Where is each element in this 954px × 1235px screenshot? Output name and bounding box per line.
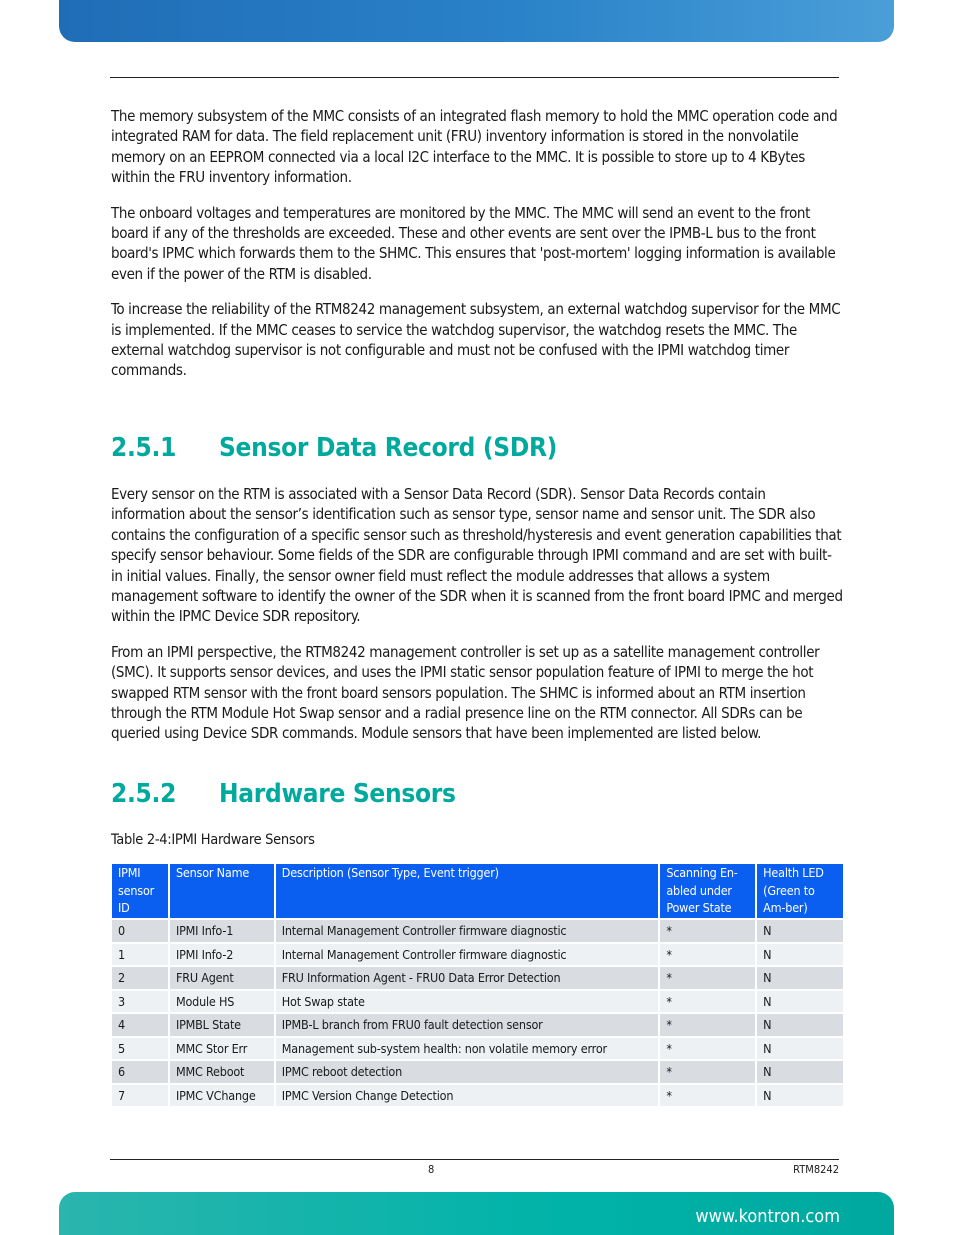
section-heading-sdr xyxy=(111,433,557,463)
cell-scanning: * xyxy=(660,1061,755,1083)
sdr-paragraphs xyxy=(111,484,843,744)
cell-scanning: * xyxy=(660,991,755,1013)
cell-health-led: N xyxy=(757,944,843,966)
cell-sensor-id: 3 xyxy=(112,991,168,1013)
table-row xyxy=(112,1061,843,1083)
cell-description: Management sub-system health: non volatile memory error xyxy=(276,1038,659,1060)
cell-sensor-name: MMC Stor Err xyxy=(170,1038,274,1060)
cell-scanning: * xyxy=(660,1014,755,1036)
cell-sensor-id: 7 xyxy=(112,1085,168,1107)
header-health-led: Health LED (Green to Am-ber) xyxy=(757,864,843,918)
cell-description: Internal Management Controller firmware diagnostic xyxy=(276,920,659,942)
page-number: 8 xyxy=(428,1163,435,1176)
cell-description: IPMC reboot detection xyxy=(276,1061,659,1083)
table-row xyxy=(112,1085,843,1107)
cell-scanning: * xyxy=(660,944,755,966)
cell-health-led: N xyxy=(757,991,843,1013)
cell-scanning: * xyxy=(660,920,755,942)
website-link[interactable]: www.kontron.com xyxy=(695,1206,840,1227)
table-header-row xyxy=(112,864,843,918)
paragraph-monitoring: The onboard voltages and temperatures are monitored by the MMC. The MMC will send an event to the front board if any of the thresholds are exceeded. These and other events are sent over the IPMB-L bus to the front board's IPMC which forwards them to the SHMC. This ensures that 'post-mortem' logging information is available even if the power of the RTM is disabled. xyxy=(111,203,836,283)
document-name: RTM8242 xyxy=(793,1163,839,1176)
table-row xyxy=(112,1038,843,1060)
cell-sensor-name: IPMBL State xyxy=(170,1014,274,1036)
cell-description: Internal Management Controller firmware diagnostic xyxy=(276,944,659,966)
header-description: Description (Sensor Type, Event trigger) xyxy=(276,864,659,918)
cell-scanning: * xyxy=(660,967,755,989)
section-title: Hardware Sensors xyxy=(219,779,456,809)
cell-scanning: * xyxy=(660,1038,755,1060)
cell-sensor-name: FRU Agent xyxy=(170,967,274,989)
top-paragraphs xyxy=(111,106,843,381)
cell-description: IPMC Version Change Detection xyxy=(276,1085,659,1107)
paragraph-memory: The memory subsystem of the MMC consists of an integrated flash memory to hold the MMC operation code and integrated RAM for data. The field replacement unit (FRU) inventory information is stored in the nonvolatile memory on an EEPROM connected via a local I2C interface to the MMC. It is possible to store up to 4 KBytes within the FRU inventory information. xyxy=(111,107,838,187)
cell-sensor-name: Module HS xyxy=(170,991,274,1013)
section-heading-hardware-sensors xyxy=(111,779,456,809)
cell-sensor-name: IPMI Info-1 xyxy=(170,920,274,942)
header-scanning: Scanning En-abled under Power State xyxy=(660,864,755,918)
header-sensor-id: IPMI sensor ID xyxy=(112,864,168,918)
cell-sensor-id: 5 xyxy=(112,1038,168,1060)
cell-sensor-id: 6 xyxy=(112,1061,168,1083)
paragraph-sdr: Every sensor on the RTM is associated with a Sensor Data Record (SDR). Sensor Data Records contain information about the sensor’s identification such as sensor type, sensor name and sensor unit. The SDR also contains the configuration of a specific sensor such as threshold/hysteresis and event generation capabilities that specify sensor behaviour. Some fields of the SDR are configurable through IPMI command and are set with built-in initial values. Finally, the sensor owner field must reflect the module addresses that allows a system management software to identify the owner of the SDR when it is scanned from the front board IPMC and merged within the IPMC Device SDR repository. xyxy=(111,485,843,626)
table-row xyxy=(112,944,843,966)
cell-sensor-name: IPMI Info-2 xyxy=(170,944,274,966)
cell-sensor-id: 2 xyxy=(112,967,168,989)
cell-health-led: N xyxy=(757,1038,843,1060)
table-row xyxy=(112,920,843,942)
table-row xyxy=(112,967,843,989)
cell-health-led: N xyxy=(757,1014,843,1036)
cell-description: Hot Swap state xyxy=(276,991,659,1013)
cell-health-led: N xyxy=(757,1061,843,1083)
cell-sensor-id: 1 xyxy=(112,944,168,966)
table-row xyxy=(112,1014,843,1036)
cell-sensor-name: MMC Reboot xyxy=(170,1061,274,1083)
cell-scanning: * xyxy=(660,1085,755,1107)
sensors-table xyxy=(110,862,845,1108)
cell-health-led: N xyxy=(757,967,843,989)
table-caption: Table 2-4:IPMI Hardware Sensors xyxy=(111,832,315,848)
cell-sensor-id: 4 xyxy=(112,1014,168,1036)
cell-health-led: N xyxy=(757,1085,843,1107)
section-number: 2.5.1 xyxy=(111,433,177,463)
footer-banner xyxy=(59,1192,894,1235)
cell-sensor-name: IPMC VChange xyxy=(170,1085,274,1107)
cell-description: FRU Information Agent - FRU0 Data Error Detection xyxy=(276,967,659,989)
paragraph-ipmi-perspective: From an IPMI perspective, the RTM8242 management controller is set up as a satellite management controller (SMC). It supports sensor devices, and uses the IPMI static sensor population feature of IPMI to merge the hot swapped RTM sensor with the front board sensors population. The SHMC is informed about an RTM insertion through the RTM Module Hot Swap sensor and a radial presence line on the RTM connector. All SDRs can be queried using Device SDR commands. Module sensors that have been implemented are listed below. xyxy=(111,642,820,743)
header-sensor-name: Sensor Name xyxy=(170,864,274,918)
header-rule xyxy=(110,77,839,78)
cell-description: IPMB-L branch from FRU0 fault detection sensor xyxy=(276,1014,659,1036)
footer-rule xyxy=(110,1159,839,1160)
section-title: Sensor Data Record (SDR) xyxy=(219,433,558,463)
table-row xyxy=(112,991,843,1013)
cell-health-led: N xyxy=(757,920,843,942)
section-number: 2.5.2 xyxy=(111,779,177,809)
header-banner xyxy=(59,0,894,42)
paragraph-watchdog: To increase the reliability of the RTM8242 management subsystem, an external watchdog supervisor for the MMC is implemented. If the MMC ceases to service the watchdog supervisor, the watchdog resets the MMC. The external watchdog supervisor is not configurable and must not be confused with the IPMI watchdog timer commands. xyxy=(111,300,841,380)
cell-sensor-id: 0 xyxy=(112,920,168,942)
